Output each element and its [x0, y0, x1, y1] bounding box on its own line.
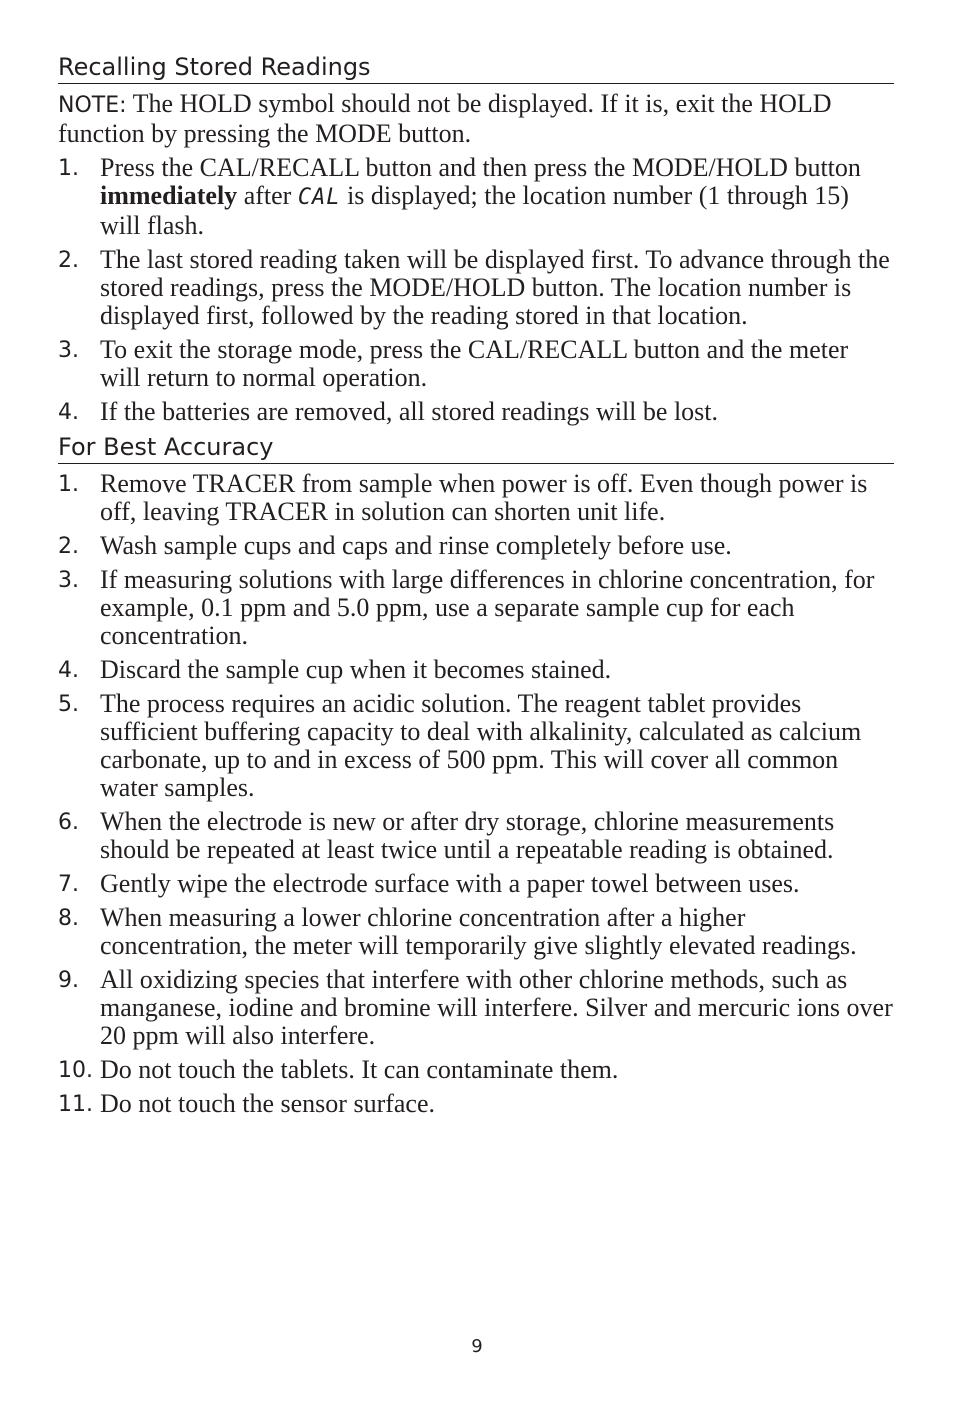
accuracy-tip	[58, 470, 894, 526]
note-label: NOTE:	[58, 93, 127, 118]
accuracy-tip	[58, 566, 894, 650]
accuracy-tip	[58, 808, 894, 864]
tip-number: 10.	[58, 1058, 93, 1083]
recall-step	[58, 398, 894, 426]
step-number: 3.	[58, 338, 79, 363]
tip-number: 8.	[58, 906, 79, 931]
accuracy-tip	[58, 656, 894, 684]
tip-text: Gently wipe the electrode surface with a paper towel between uses.	[100, 869, 800, 898]
step-text: is displayed; the location number (1 through 15) will flash.	[100, 181, 849, 240]
tip-text: When the electrode is new or after dry storage, chlorine measurements should be repeated at least twice until a repeatable reading is obtained.	[100, 807, 835, 864]
tip-text: The process requires an acidic solution. The reagent tablet provides sufficient buffering capacity to deal with alkalinity, calculated as calcium carbonate, up to and in excess of 500 ppm. This will cover all common water samples.	[100, 689, 862, 802]
step-text: after	[237, 181, 298, 210]
section-heading-recalling: Recalling Stored Readings	[58, 52, 894, 84]
step-text: Press the CAL/RECALL button and then press the MODE/HOLD button	[100, 153, 861, 182]
step-number: 4.	[58, 400, 79, 425]
step-text: The last stored reading taken will be displayed first. To advance through the stored readings, press the MODE/HOLD button. The location number is displayed first, followed by the reading stored in that location.	[100, 245, 890, 330]
step-number: 2.	[58, 248, 79, 273]
tip-text: If measuring solutions with large differences in chlorine concentration, for example, 0.1 ppm and 5.0 ppm, use a separate sample cup for each concentration.	[100, 565, 875, 650]
tip-number: 2.	[58, 534, 79, 559]
tip-text: Do not touch the tablets. It can contaminate them.	[100, 1055, 619, 1084]
tip-number: 6.	[58, 810, 79, 835]
step-text: To exit the storage mode, press the CAL/RECALL button and the meter will return to normal operation.	[100, 335, 849, 392]
step-emphasis: immediately	[100, 181, 238, 210]
step-number: 1.	[58, 156, 79, 181]
tip-number: 3.	[58, 568, 79, 593]
tip-number: 1.	[58, 472, 79, 497]
accuracy-tip	[58, 870, 894, 898]
tip-text: Discard the sample cup when it becomes stained.	[100, 655, 612, 684]
accuracy-tip	[58, 1056, 894, 1084]
tip-number: 5.	[58, 692, 79, 717]
manual-page	[58, 52, 894, 1124]
tip-text: When measuring a lower chlorine concentration after a higher concentration, the meter will temporarily give slightly elevated readings.	[100, 903, 857, 960]
tip-text: All oxidizing species that interfere with other chlorine methods, such as manganese, iodine and bromine will interfere. Silver and mercuric ions over 20 ppm will also interfere.	[100, 965, 893, 1050]
tip-number: 11.	[58, 1092, 93, 1117]
note-paragraph	[58, 90, 894, 148]
lcd-display-text: CAL	[297, 185, 341, 210]
note-text: The HOLD symbol should not be displayed. If it is, exit the HOLD function by pressing the MODE button.	[58, 89, 832, 148]
recall-step	[58, 336, 894, 392]
recall-steps-list	[58, 154, 894, 426]
tip-number: 7.	[58, 872, 79, 897]
accuracy-tips-list	[58, 470, 894, 1118]
section-heading-accuracy: For Best Accuracy	[58, 432, 894, 464]
tip-number: 4.	[58, 658, 79, 683]
step-text: If the batteries are removed, all stored readings will be lost.	[100, 397, 719, 426]
tip-number: 9.	[58, 968, 79, 993]
recall-step	[58, 246, 894, 330]
tip-text: Wash sample cups and caps and rinse completely before use.	[100, 531, 732, 560]
accuracy-tip	[58, 1090, 894, 1118]
tip-text: Do not touch the sensor surface.	[100, 1089, 436, 1118]
accuracy-tip	[58, 690, 894, 802]
accuracy-tip	[58, 966, 894, 1050]
accuracy-tip	[58, 904, 894, 960]
page-number: 9	[471, 1336, 483, 1357]
recall-step	[58, 154, 894, 240]
tip-text: Remove TRACER from sample when power is off. Even though power is off, leaving TRACER in solution can shorten unit life.	[100, 469, 868, 526]
accuracy-tip	[58, 532, 894, 560]
